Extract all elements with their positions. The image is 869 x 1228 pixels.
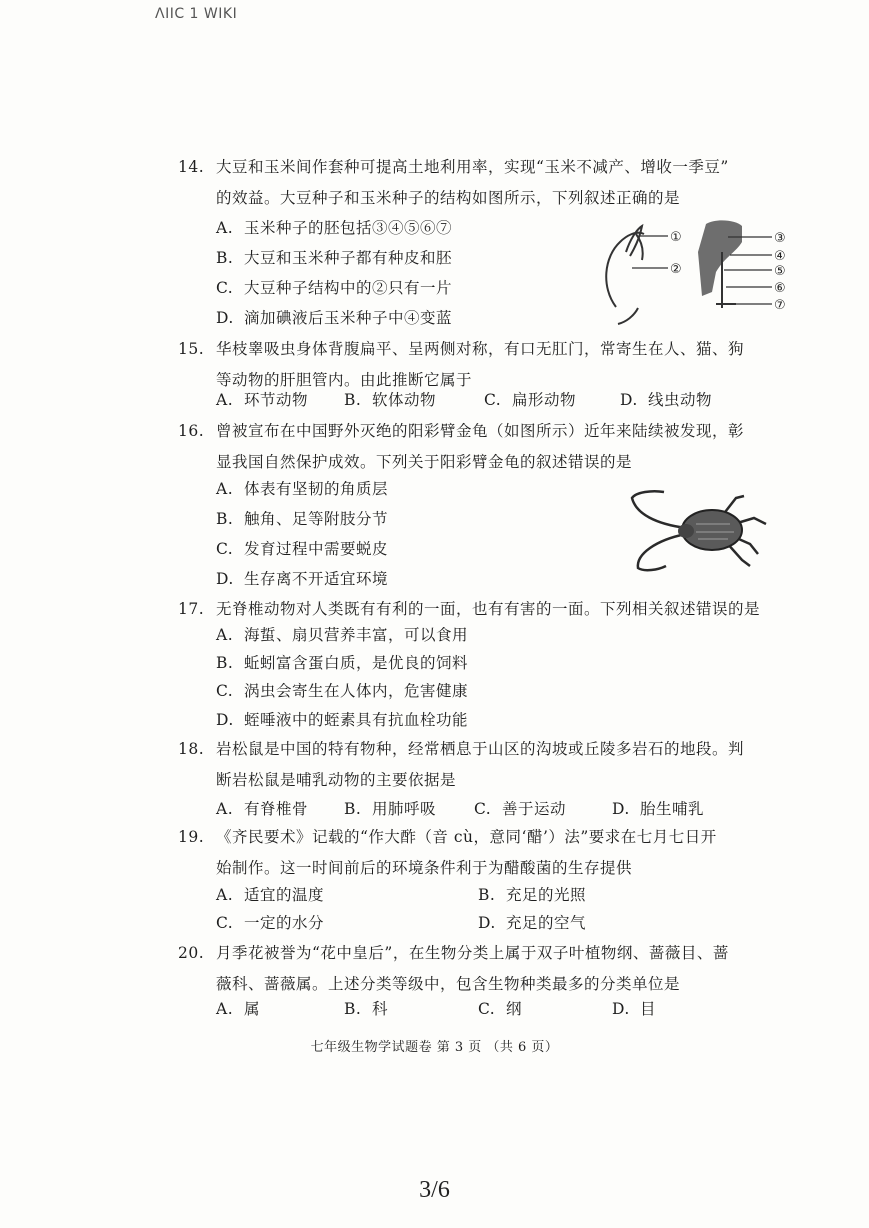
question-number: 14.	[178, 158, 205, 176]
option-15-b: B. 软体动物	[344, 391, 437, 409]
option-15-a: A. 环节动物	[216, 391, 309, 409]
seed-structure-figure	[596, 212, 796, 332]
corn-seed-drawing	[698, 220, 742, 308]
option-17-c: C. 涡虫会寄生在人体内，危害健康	[216, 682, 469, 700]
option-14-c: C. 大豆种子结构中的②只有一片	[216, 279, 453, 297]
beetle-figure	[626, 484, 786, 574]
question-text-line1: 大豆和玉米间作套种可提高土地利用率，实现“玉米不减产、增收一季豆”	[216, 158, 729, 176]
option-20-c: C. 纲	[478, 1000, 523, 1018]
question-text-line1: 月季花被誉为“花中皇后”，在生物分类上属于双子叶植物纲、蔷薇目、蔷	[216, 944, 729, 962]
question-text-line1: 曾被宣布在中国野外灭绝的阳彩臂金龟（如图所示）近年来陆续被发现，彰	[216, 422, 745, 440]
option-20-a: A. 属	[216, 1000, 261, 1018]
option-14-b: B. 大豆和玉米种子都有种皮和胚	[216, 249, 453, 267]
question-text-line2: 显我国自然保护成效。下列关于阳彩臂金龟的叙述错误的是	[216, 453, 633, 471]
option-17-b: B. 蚯蚓富含蛋白质，是优良的饲料	[216, 654, 469, 672]
option-14-d: D. 滴加碘液后玉米种子中④变蓝	[216, 309, 453, 327]
question-text-line1: 无脊椎动物对人类既有有利的一面，也有有害的一面。下列相关叙述错误的是	[216, 600, 761, 618]
question-number: 18.	[178, 740, 205, 758]
question-text-line2: 的效益。大豆种子和玉米种子的结构如图所示，下列叙述正确的是	[216, 189, 681, 207]
bean-seed-drawing	[606, 226, 644, 324]
question-number: 20.	[178, 944, 205, 962]
option-20-b: B. 科	[344, 1000, 389, 1018]
option-16-c: C. 发育过程中需要蜕皮	[216, 540, 389, 558]
option-15-d: D. 线虫动物	[620, 391, 713, 409]
question-text-line1: 华枝睾吸虫身体背腹扁平、呈两侧对称，有口无肛门，常寄生在人、猫、狗	[216, 340, 745, 358]
question-14	[178, 152, 778, 214]
option-19-d: D. 充足的空气	[478, 914, 587, 932]
option-16-b: B. 触角、足等附肢分节	[216, 510, 389, 528]
question-text-line2: 等动物的肝胆管内。由此推断它属于	[216, 371, 473, 389]
option-18-a: A. 有脊椎骨	[216, 800, 309, 818]
label-5: ⑤	[774, 264, 786, 279]
option-19-c: C. 一定的水分	[216, 914, 325, 932]
question-number: 17.	[178, 600, 205, 618]
label-3: ③	[774, 231, 786, 246]
question-text-line2: 断岩松鼠是哺乳动物的主要依据是	[216, 771, 457, 789]
label-1: ①	[670, 230, 682, 245]
question-text-line2: 始制作。这一时间前后的环境条件利于为醋酸菌的生存提供	[216, 859, 633, 877]
question-number: 16.	[178, 422, 205, 440]
option-19-b: B. 充足的光照	[478, 886, 587, 904]
question-20	[178, 938, 778, 1000]
label-2: ②	[670, 262, 682, 277]
option-17-d: D. 蛭唾液中的蛭素具有抗血栓功能	[216, 711, 469, 729]
question-number: 15.	[178, 340, 205, 358]
option-19-a: A. 适宜的温度	[216, 886, 325, 904]
option-14-a: A. 玉米种子的胚包括③④⑤⑥⑦	[216, 219, 453, 237]
question-number: 19.	[178, 828, 205, 846]
option-17-a: A. 海蜇、扇贝营养丰富，可以食用	[216, 626, 469, 644]
page-footer: 七年级生物学试题卷 第 3 页 （共 6 页）	[310, 1040, 559, 1055]
question-text-line1: 岩松鼠是中国的特有物种，经常栖息于山区的沟坡或丘陵多岩石的地段。判	[216, 740, 745, 758]
question-text-line2: 薇科、蔷薇属。上述分类等级中，包含生物种类最多的分类单位是	[216, 975, 681, 993]
page-number: 3/6	[419, 1177, 450, 1203]
question-text-line1: 《齐民要术》记载的“作大酢（音 cù，意同‘醋’）法”要求在七月七日开	[216, 828, 717, 846]
option-18-d: D. 胎生哺乳	[612, 800, 705, 818]
question-19	[178, 822, 778, 884]
header-mark: ΛIIC 1 WIKI	[155, 6, 238, 22]
option-15-c: C. 扁形动物	[484, 391, 577, 409]
option-16-d: D. 生存离不开适宜环境	[216, 570, 389, 588]
option-18-c: C. 善于运动	[474, 800, 567, 818]
option-16-a: A. 体表有坚韧的角质层	[216, 480, 389, 498]
option-18-b: B. 用肺呼吸	[344, 800, 437, 818]
label-7: ⑦	[774, 298, 786, 313]
question-16	[178, 416, 778, 478]
label-6: ⑥	[774, 281, 786, 296]
option-20-d: D. 目	[612, 1000, 657, 1018]
label-4: ④	[774, 249, 786, 264]
question-18	[178, 734, 778, 796]
